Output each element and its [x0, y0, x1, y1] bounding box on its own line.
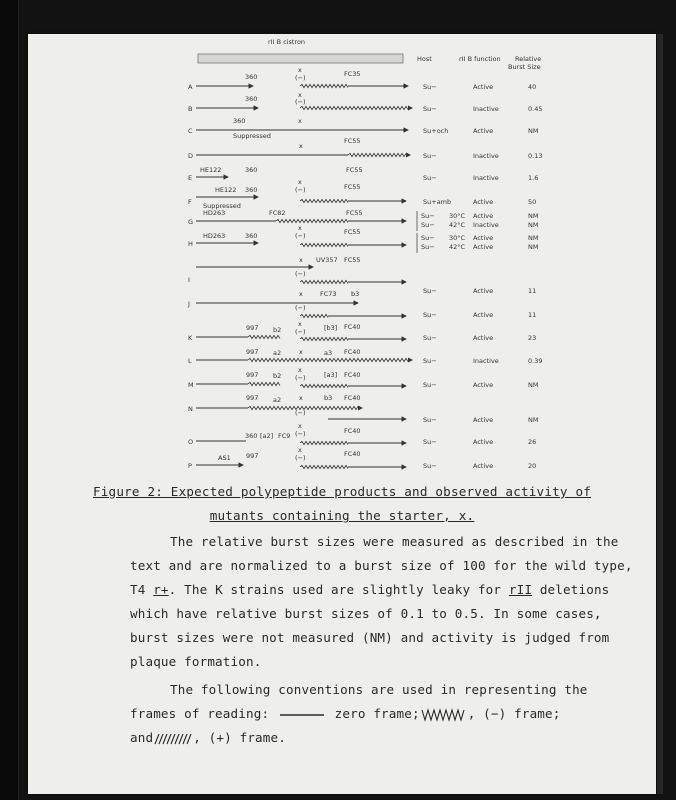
- rowF-x: x: [298, 178, 302, 186]
- row-host-F: Su+amb: [423, 198, 452, 206]
- rowO-fc9: FC9: [278, 432, 291, 440]
- rowK-wave2: [300, 337, 348, 340]
- rowM-997: 997: [246, 371, 259, 379]
- row-host-A: Su−: [423, 83, 437, 91]
- figure-caption-line1: Figure 2: Expected polypeptide products and observed activity of: [92, 484, 592, 499]
- rowN-minus: (−): [295, 409, 306, 417]
- rowB-360: 360: [245, 95, 258, 103]
- rowB-minus: (−): [295, 98, 306, 106]
- rowJ-fc73: FC73: [320, 290, 337, 298]
- rowC-suppressed: Suppressed: [233, 132, 271, 140]
- temp-value-G0: 30°C: [449, 212, 466, 220]
- row-label-P: P: [188, 462, 192, 470]
- row-function-L: Inactive: [473, 357, 499, 365]
- rowB-wave: [300, 106, 408, 109]
- temp-function-G0: Active: [473, 212, 494, 220]
- rowG-fc82: FC82: [269, 209, 286, 217]
- body-p1-l3a: T4: [130, 582, 154, 597]
- rowI-fc55: FC55: [344, 256, 361, 264]
- rowJ-b3: b3: [351, 290, 360, 298]
- row-function-J: Active: [473, 311, 494, 319]
- body-p2-l2c: , (−) frame;: [467, 706, 561, 721]
- cistron-label: rII B cistron: [268, 38, 306, 46]
- plus-frame-symbol: [153, 732, 193, 746]
- temp-function-H0: Active: [473, 234, 494, 242]
- row-host-N: Su−: [423, 416, 437, 424]
- row-burst-I: 11: [528, 287, 537, 295]
- temp-burst-H0: NM: [528, 234, 539, 242]
- rowC-x: x: [298, 117, 302, 125]
- rowN-997: 997: [246, 394, 259, 402]
- row-host-B: Su−: [423, 105, 437, 113]
- rowI-wave: [300, 280, 348, 283]
- row-function-F: Active: [473, 198, 494, 206]
- rowL-a3: a3: [324, 349, 333, 357]
- temp-value-H1: 42°C: [449, 243, 466, 251]
- rowH-x: x: [298, 224, 302, 232]
- rowP-wave: [300, 465, 348, 468]
- rowK-fc40: FC40: [344, 323, 361, 331]
- row-label-E: E: [188, 174, 193, 182]
- rowM-minus: (−): [295, 374, 306, 382]
- rowM-wave2: [300, 384, 348, 387]
- rowP-as1: AS1: [218, 454, 231, 462]
- row-label-M: M: [188, 381, 194, 389]
- row-host-M: Su−: [423, 381, 437, 389]
- minus-frame-symbol: [420, 708, 468, 722]
- rowN-fc40: FC40: [344, 394, 361, 402]
- row-host-I: Su−: [423, 287, 437, 295]
- header-burst-2: Burst Size: [508, 63, 541, 71]
- row-function-N: Active: [473, 416, 494, 424]
- row-label-K: K: [188, 334, 193, 342]
- body-p1-l1: The relative burst sizes were measured as described in the: [170, 534, 619, 549]
- row-function-D: Inactive: [473, 152, 499, 160]
- row-host-K: Su−: [423, 334, 437, 342]
- rowE-fc55: FC55: [346, 166, 363, 174]
- rowM-b2: b2: [273, 372, 282, 380]
- rowK-b2: b2: [273, 326, 282, 334]
- temp-host-G0: Su−: [421, 212, 435, 220]
- rowD-wave: [348, 153, 406, 156]
- body-p2-l2: [130, 706, 561, 722]
- row-label-F: F: [188, 198, 192, 206]
- rowD-wave-head: [406, 153, 411, 158]
- rowI-x: x: [299, 256, 303, 264]
- temp-burst-G0: NM: [528, 212, 539, 220]
- row-host-D: Su−: [423, 152, 437, 160]
- rowA-wave: [300, 84, 348, 87]
- row-burst-P: 20: [528, 462, 537, 470]
- temp-function-H1: Active: [473, 243, 494, 251]
- row-host-C: Su+och: [423, 127, 449, 135]
- rowO-minus: (−): [295, 430, 306, 438]
- rowK-997: 997: [246, 324, 259, 332]
- row-label-H: H: [188, 240, 193, 248]
- rowA-minus: (−): [295, 74, 306, 82]
- rowH-fc55: FC55: [344, 228, 361, 236]
- row-label-I: I: [188, 276, 190, 284]
- row-host-E: Su−: [423, 174, 437, 182]
- rowI-minus: (−): [295, 270, 306, 278]
- rowD-fc55: FC55: [344, 137, 361, 145]
- rowF-fc55: FC55: [344, 183, 361, 191]
- rowG-fc55: FC55: [346, 209, 363, 217]
- row-function-I: Active: [473, 287, 494, 295]
- rIIb-figure: [28, 34, 656, 484]
- rowM-fc40: FC40: [344, 371, 361, 379]
- row-label-L: L: [188, 357, 192, 365]
- rowN-a2: a2: [273, 396, 282, 404]
- row-burst-J: 11: [528, 311, 537, 319]
- rowE-360: 360: [245, 166, 258, 174]
- rowF-wave: [300, 199, 348, 202]
- rowC-360: 360: [233, 117, 246, 125]
- rowE-he122: HE122: [200, 166, 222, 174]
- row-burst-O: 26: [528, 438, 537, 446]
- body-p2-l1: The following conventions are used in representing the: [170, 682, 588, 697]
- temp-host-G1: Su−: [421, 221, 435, 229]
- rowJ-x: x: [299, 290, 303, 298]
- row-label-J: J: [188, 300, 190, 308]
- rowK-x: x: [298, 320, 302, 328]
- row-burst-D: 0.13: [528, 152, 543, 160]
- body-p1-l3b: r+: [153, 582, 169, 597]
- row-function-C: Active: [473, 127, 494, 135]
- body-p2-l2b: zero frame;: [326, 706, 420, 721]
- temp-value-G1: 42°C: [449, 221, 466, 229]
- rowF-360: 360: [245, 186, 258, 194]
- rowM-wave1: [248, 382, 280, 385]
- cistron-bar: [198, 54, 403, 63]
- rowN-b3: b3: [324, 394, 333, 402]
- body-p2-l2a: frames of reading:: [130, 706, 270, 721]
- row-burst-M: NM: [528, 381, 539, 389]
- temp-burst-G1: NM: [528, 221, 539, 229]
- rowO-fc40: FC40: [344, 427, 361, 435]
- row-function-O: Active: [473, 438, 494, 446]
- rowB-wave-head: [408, 106, 413, 111]
- rowL-wave: [248, 358, 408, 361]
- rowG-wave: [276, 219, 348, 222]
- rowP-x: x: [298, 446, 302, 454]
- rowL-997: 997: [246, 348, 259, 356]
- rowO-wave: [300, 441, 348, 444]
- rowN-x: x: [299, 394, 303, 402]
- body-p1-l4: which have relative burst sizes of 0.1 to 0.5. In some cases,: [130, 606, 602, 621]
- header-host: Host: [417, 55, 432, 63]
- rowO-360: 360: [245, 432, 258, 440]
- body-p1-l3e: deletions: [532, 582, 610, 597]
- temp-function-G1: Inactive: [473, 221, 499, 229]
- row-function-P: Active: [473, 462, 494, 470]
- row-burst-B: 0.45: [528, 105, 543, 113]
- rowL-wave-head: [408, 358, 413, 363]
- rowJ-minus: (−): [295, 304, 306, 312]
- binder-edge: [0, 0, 19, 800]
- temp-burst-H1: NM: [528, 243, 539, 251]
- temp-host-H1: Su−: [421, 243, 435, 251]
- row-host-L: Su−: [423, 357, 437, 365]
- row-function-B: Inactive: [473, 105, 499, 113]
- row-label-G: G: [188, 218, 194, 226]
- row-burst-N: NM: [528, 416, 539, 424]
- row-host-J: Su−: [423, 311, 437, 319]
- rowH-minus: (−): [295, 232, 306, 240]
- rowP-fc40: FC40: [344, 450, 361, 458]
- figure-caption-line2: mutants containing the starter, x.: [209, 508, 475, 523]
- row-host-P: Su−: [423, 462, 437, 470]
- rowA-360: 360: [245, 73, 258, 81]
- rowA-x: x: [298, 66, 302, 74]
- rowM-x: x: [298, 366, 302, 374]
- document-page: [28, 34, 656, 794]
- rowP-997: 997: [246, 452, 259, 460]
- row-burst-L: 0.39: [528, 357, 543, 365]
- row-label-O: O: [188, 438, 194, 446]
- rowL-a2: a2: [273, 349, 282, 357]
- rowK-bracket: [b3]: [324, 324, 338, 332]
- zero-frame-symbol: [277, 710, 327, 720]
- body-p2-l3: [130, 730, 286, 746]
- row-label-C: C: [188, 127, 193, 135]
- figure-rows: [187, 66, 542, 470]
- header-function: rII B function: [459, 55, 501, 63]
- temp-value-H0: 30°C: [449, 234, 466, 242]
- body-p1-l5: burst sizes were not measured (NM) and activity is judged from: [130, 630, 610, 645]
- rowH-360: 360: [245, 232, 258, 240]
- rowB-x: x: [298, 91, 302, 99]
- row-burst-A: 40: [528, 83, 537, 91]
- rowL-fc40: FC40: [344, 348, 361, 356]
- row-function-K: Active: [473, 334, 494, 342]
- body-p2-l3b: , (+) frame.: [193, 730, 286, 745]
- row-burst-F: 50: [528, 198, 537, 206]
- rowO-bracket: [a2]: [260, 432, 274, 440]
- body-p1-l6: plaque formation.: [130, 654, 262, 669]
- rowD-x: x: [299, 142, 303, 150]
- body-p1-l3d: rII: [508, 582, 533, 597]
- body-p2-l3a: and: [130, 730, 154, 745]
- rowF-minus: (−): [295, 186, 306, 194]
- row-label-A: A: [188, 83, 193, 91]
- rowI-uv357: UV357: [316, 256, 338, 264]
- row-host-O: Su−: [423, 438, 437, 446]
- rowL-x: x: [299, 348, 303, 356]
- header-burst-1: Relative: [515, 55, 542, 63]
- row-function-E: Inactive: [473, 174, 499, 182]
- temp-host-H0: Su−: [421, 234, 435, 242]
- body-p1-l3: [130, 582, 609, 597]
- body-p1-l2: text and are normalized to a burst size of 100 for the wild type,: [130, 558, 633, 573]
- row-function-M: Active: [473, 381, 494, 389]
- rowJ-wave: [300, 314, 328, 317]
- body-p1-l3c: . The K strains used are slightly leaky for: [168, 582, 509, 597]
- rowF-suppressed: Suppressed: [203, 202, 241, 210]
- rowH-wave: [300, 243, 348, 246]
- rowP-minus: (−): [295, 454, 306, 462]
- row-label-B: B: [188, 105, 193, 113]
- row-function-A: Active: [473, 83, 494, 91]
- rowA-fc35: FC35: [344, 70, 361, 78]
- rowF-he122: HE122: [215, 186, 237, 194]
- rowH-hd263: HD263: [203, 232, 226, 240]
- rowN-wave-head: [358, 406, 363, 411]
- rowK-minus: (−): [295, 328, 306, 336]
- row-label-N: N: [188, 405, 193, 413]
- row-label-D: D: [188, 152, 194, 160]
- row-burst-E: 1.6: [528, 174, 539, 182]
- row-burst-K: 23: [528, 334, 537, 342]
- row-burst-C: NM: [528, 127, 539, 135]
- rowO-x: x: [298, 422, 302, 430]
- rowK-wave1: [248, 335, 280, 338]
- rowG-hd263: HD263: [203, 209, 226, 217]
- rowM-bracket: [a3]: [324, 371, 338, 379]
- page-edge-shadow: [657, 34, 663, 794]
